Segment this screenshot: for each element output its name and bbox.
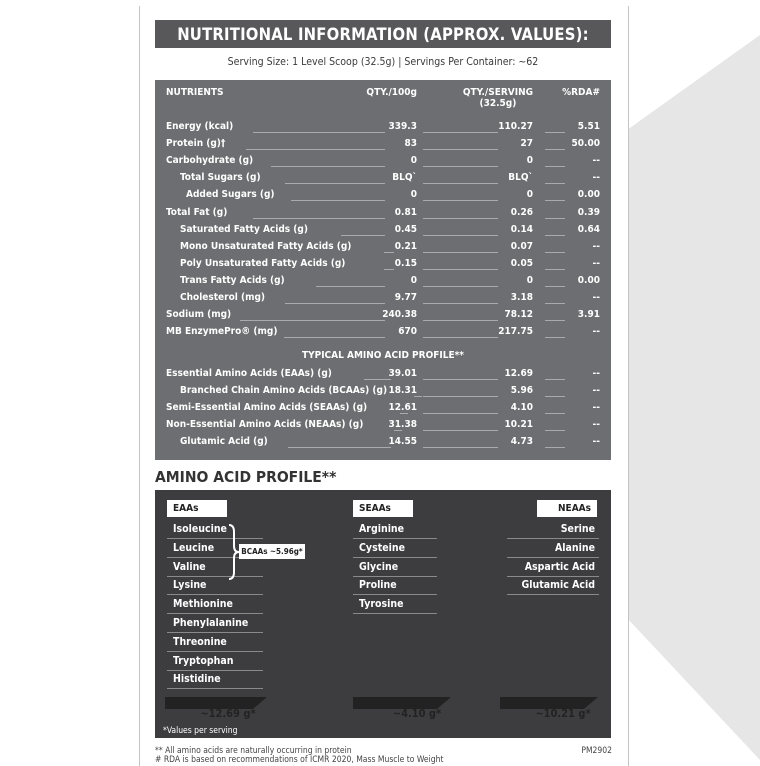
nutrient-value-v3: -- — [592, 240, 600, 252]
leader-line — [423, 320, 498, 321]
leader-line — [423, 235, 498, 236]
amino-label: Essential Amino Acids (EAAs) (g) — [166, 368, 332, 379]
leader-line — [253, 218, 385, 219]
nutrient-label: MB EnzymePro® (mg) — [166, 326, 278, 338]
leader-line — [364, 379, 391, 380]
eaa-item: Leucine — [167, 540, 263, 558]
amino-value-v3: -- — [592, 385, 600, 397]
header-perserving-label: QTY./SERVING — [462, 87, 533, 98]
leader-line — [545, 337, 565, 338]
leader-line — [545, 132, 565, 133]
nutrient-label: Poly Unsaturated Fatty Acids (g) — [180, 257, 346, 269]
nutrient-value-v3: 0.39 — [577, 206, 600, 218]
nutrient-value-v1: 0.81 — [394, 206, 417, 218]
eaa-item: Tryptophan — [167, 653, 263, 671]
nutrient-row — [155, 170, 611, 186]
nutrient-label: Total Fat (g) — [166, 206, 228, 218]
nutrient-label: Sodium (mg) — [166, 309, 232, 321]
nutrient-value-v1: BLQ` — [392, 172, 417, 184]
amino-value-v1: 18.31 — [388, 385, 417, 397]
leader-line — [545, 447, 565, 448]
amino-value-v2: 10.21 — [504, 419, 533, 431]
nutrient-value-v1: 339.3 — [388, 121, 417, 132]
nutrient-value-v1: 0 — [410, 189, 417, 201]
nutrient-value-v1: 240.38 — [382, 309, 417, 321]
seaa-item: Tyrosine — [353, 596, 437, 614]
leader-line — [423, 286, 498, 287]
amino-value-v2: 5.96 — [510, 385, 533, 397]
nutrient-value-v2: 0.07 — [510, 240, 533, 252]
nutrient-row — [155, 239, 611, 255]
leader-line — [423, 166, 498, 167]
seaas-total: ~4.10 g* — [392, 707, 442, 720]
eaas-heading: EAAs — [167, 500, 227, 517]
nutrient-row — [155, 222, 611, 238]
leader-line — [423, 218, 498, 219]
amino-value-v1: 12.61 — [388, 402, 417, 414]
neaa-item: Serine — [507, 521, 599, 539]
eaas-total: ~12.69 g* — [200, 707, 256, 720]
nutrient-label: Mono Unsaturated Fatty Acids (g) — [180, 240, 352, 252]
seaa-item: Glycine — [353, 559, 437, 577]
leader-line — [384, 269, 394, 270]
nutrient-value-v2: 78.12 — [504, 309, 533, 321]
nutrient-value-v1: 670 — [398, 326, 417, 338]
neaa-item: Glutamic Acid — [507, 577, 599, 595]
leader-line — [423, 413, 498, 414]
header-per100: QTY./100g — [366, 87, 417, 98]
nutrition-title: NUTRITIONAL INFORMATION (APPROX. VALUES): — [155, 20, 611, 48]
nutrient-value-v3: -- — [592, 172, 600, 184]
leader-line — [423, 430, 498, 431]
seaa-item: Proline — [353, 577, 437, 595]
amino-row — [155, 434, 611, 450]
serving-info: Serving Size: 1 Level Scoop (32.5g) | Servings Per Container: ~62 — [227, 56, 539, 68]
amino-value-v3: -- — [592, 436, 600, 448]
neaas-total: ~10.21 g* — [535, 707, 591, 720]
nutrient-row — [155, 256, 611, 272]
leader-line — [423, 379, 498, 380]
leader-line — [285, 183, 385, 184]
leader-line — [545, 166, 565, 167]
eaa-item: Threonine — [167, 634, 263, 652]
leader-line — [341, 235, 385, 236]
leader-line — [423, 149, 498, 150]
leader-line — [545, 269, 565, 270]
nutrient-row — [155, 324, 611, 340]
nutrient-value-v3: 0.00 — [577, 274, 600, 286]
leader-line — [288, 447, 391, 448]
nutrient-label: Trans Fatty Acids (g) — [180, 274, 285, 286]
nutrient-value-v3: -- — [592, 155, 600, 167]
product-code: PM2902 — [581, 746, 612, 756]
seaas-heading: SEAAs — [353, 500, 413, 517]
nutrient-value-v3: -- — [592, 326, 600, 338]
amino-label: Semi-Essential Amino Acids (SEAAs) (g) — [166, 402, 368, 414]
leader-line — [271, 166, 385, 167]
amino-value-v3: -- — [592, 402, 600, 414]
neaa-item: Aspartic Acid — [507, 559, 599, 577]
amino-value-v3: -- — [592, 419, 600, 431]
leader-line — [545, 200, 565, 201]
nutrient-value-v2: 0 — [526, 189, 533, 201]
nutrient-value-v2: 3.18 — [510, 292, 533, 303]
leader-line — [545, 396, 565, 397]
amino-row — [155, 400, 611, 416]
leader-line — [423, 132, 498, 133]
nutrient-value-v2: BLQ` — [508, 172, 533, 184]
eaa-item: Valine — [167, 559, 263, 577]
footnote: ** All amino acids are naturally occurring in protein — [155, 746, 352, 756]
amino-value-v2: 4.10 — [510, 402, 533, 414]
leader-line — [423, 396, 498, 397]
nutrient-row — [155, 136, 611, 152]
nutrition-table — [155, 80, 611, 460]
nutrient-label: Energy (kcal) — [166, 121, 234, 132]
nutrient-label: Total Sugars (g) — [180, 172, 261, 184]
eaa-item: Phenylalanine — [167, 615, 263, 633]
leader-line — [545, 218, 565, 219]
eaa-item: Isoleucine — [167, 521, 263, 539]
nutrient-value-v2: 27 — [520, 138, 533, 150]
leader-line — [384, 252, 394, 253]
seaa-item: Cysteine — [353, 540, 437, 558]
amino-profile-heading: TYPICAL AMINO ACID PROFILE** — [301, 350, 465, 361]
header-perserving-sub: (32.5g) — [479, 98, 517, 109]
nutrient-value-v1: 9.77 — [394, 292, 417, 303]
nutrient-label: Cholesterol (mg) — [180, 292, 266, 303]
amino-value-v1: 39.01 — [388, 368, 417, 379]
nutrient-value-v1: 83 — [404, 138, 417, 150]
values-per-serving-note: *Values per serving — [155, 724, 611, 738]
seaa-item: Arginine — [353, 521, 437, 539]
leader-line — [246, 149, 385, 150]
nutrient-value-v3: 0.00 — [577, 189, 600, 201]
amino-row — [155, 366, 611, 382]
nutrient-label: Added Sugars (g) — [186, 189, 275, 201]
leader-line — [545, 303, 565, 304]
header-rda: %RDA# — [562, 87, 600, 98]
leader-line — [545, 149, 565, 150]
amino-label: Non-Essential Amino Acids (NEAAs) (g) — [166, 419, 364, 431]
nutrient-row — [155, 273, 611, 289]
eaa-item: Lysine — [167, 577, 263, 595]
nutrient-value-v2: 0.14 — [510, 223, 533, 235]
nutrient-value-v2: 110.27 — [498, 121, 533, 132]
leader-line — [423, 183, 498, 184]
nutrient-value-v1: 0 — [410, 274, 417, 286]
nutrient-value-v3: 0.64 — [577, 223, 600, 235]
nutrient-row — [155, 187, 611, 203]
nutrient-value-v2: 0 — [526, 274, 533, 286]
nutrient-row — [155, 153, 611, 169]
leader-line — [545, 413, 565, 414]
nutrient-value-v2: 0.05 — [510, 257, 533, 269]
nutrient-value-v3: 5.51 — [577, 121, 600, 132]
leader-line — [545, 235, 565, 236]
leader-line — [423, 337, 498, 338]
nutrient-row — [155, 307, 611, 323]
amino-value-v3: -- — [592, 368, 600, 379]
amino-label: Branched Chain Amino Acids (BCAAs) (g) — [180, 385, 388, 397]
leader-line — [240, 320, 385, 321]
leader-line — [284, 337, 385, 338]
leader-line — [545, 430, 565, 431]
eaa-item: Methionine — [167, 596, 263, 614]
leader-line — [253, 132, 385, 133]
eaa-item: Histidine — [167, 671, 263, 689]
nutrient-value-v1: 0.45 — [394, 223, 417, 235]
nutrient-value-v1: 0.21 — [394, 240, 417, 252]
bcaa-callout: BCAAs ~5.96g* — [239, 544, 305, 559]
leader-line — [316, 286, 385, 287]
nutrient-value-v3: -- — [592, 257, 600, 269]
amino-row — [155, 417, 611, 433]
leader-line — [285, 303, 385, 304]
amino-value-v2: 4.73 — [510, 436, 533, 448]
neaas-heading: NEAAs — [537, 500, 597, 517]
leader-line — [423, 447, 498, 448]
nutrient-value-v3: 3.91 — [577, 309, 600, 321]
leader-line — [423, 303, 498, 304]
leader-line — [545, 320, 565, 321]
nutrient-label: Carbohydrate (g) — [166, 155, 254, 167]
nutrient-row — [155, 119, 611, 135]
nutrient-value-v2: 217.75 — [498, 326, 533, 338]
amino-value-v2: 12.69 — [504, 368, 533, 379]
nutrient-value-v3: 50.00 — [571, 138, 600, 150]
nutrient-value-v2: 0 — [526, 155, 533, 167]
nutrient-row — [155, 290, 611, 306]
nutrient-row — [155, 205, 611, 221]
leader-line — [423, 269, 498, 270]
leader-line — [545, 183, 565, 184]
nutrient-value-v1: 0.15 — [394, 257, 417, 269]
nutrient-value-v3: -- — [592, 292, 600, 303]
header-perserving — [463, 87, 533, 109]
footnote-rda: # RDA is based on recommendations of ICMR 2020, Mass Muscle to Weight — [155, 755, 444, 765]
leader-line — [291, 200, 385, 201]
leader-line — [400, 413, 408, 414]
neaa-item: Alanine — [507, 540, 599, 558]
amino-value-v1: 14.55 — [388, 436, 417, 448]
amino-row — [155, 383, 611, 399]
nutrient-value-v1: 0 — [410, 155, 417, 167]
leader-line — [394, 430, 402, 431]
leader-line — [545, 252, 565, 253]
leader-line — [545, 379, 565, 380]
nutrient-value-v2: 0.26 — [510, 206, 533, 218]
amino-value-v1: 31.38 — [388, 419, 417, 431]
header-nutrients: NUTRIENTS — [166, 87, 224, 98]
leader-line — [545, 286, 565, 287]
leader-line — [414, 396, 422, 397]
leader-line — [423, 252, 498, 253]
nutrient-label: Protein (g)† — [166, 138, 226, 150]
leader-line — [423, 200, 498, 201]
nutrient-label: Saturated Fatty Acids (g) — [180, 223, 308, 235]
amino-label: Glutamic Acid (g) — [180, 436, 268, 448]
amino-profile-title: AMINO ACID PROFILE** — [155, 468, 337, 486]
